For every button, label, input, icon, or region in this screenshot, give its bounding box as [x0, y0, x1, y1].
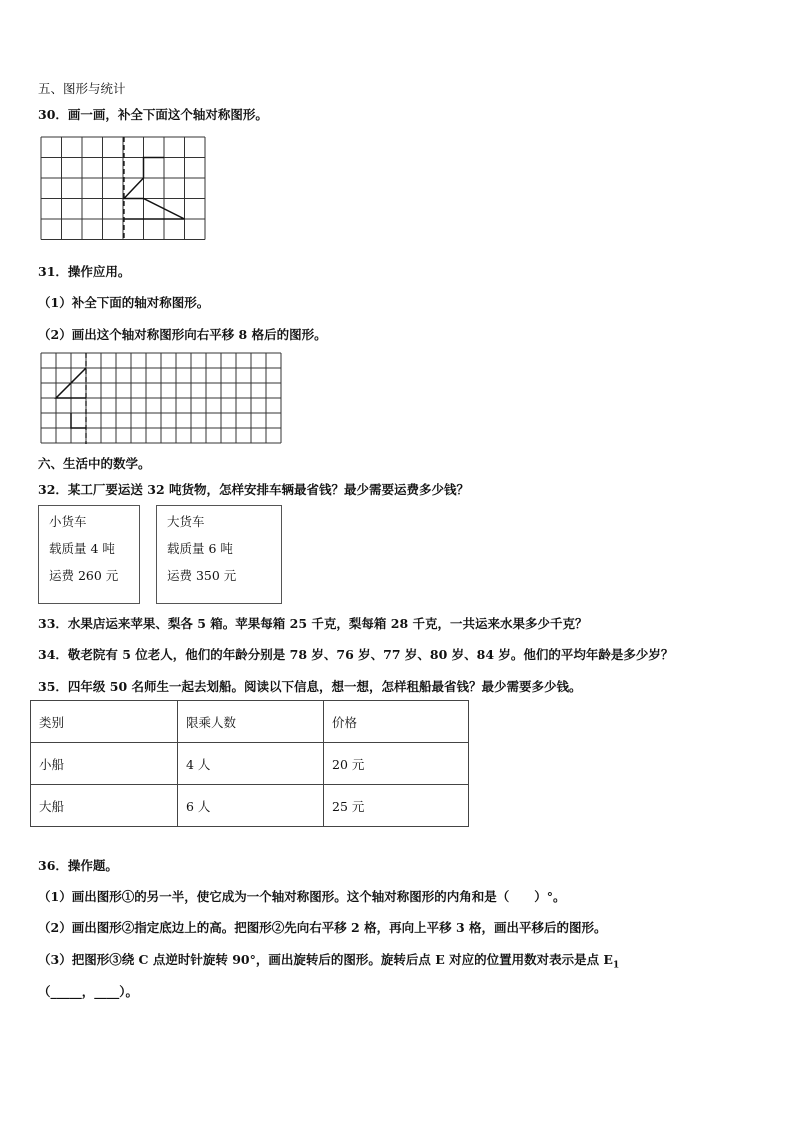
- q36-part3: [38, 950, 619, 971]
- table-cell: 4 人: [178, 743, 324, 785]
- q30-text: 30．画一画，补全下面这个轴对称图形。: [38, 107, 268, 122]
- q33-text: 33．水果店运来苹果、梨各 5 箱。苹果每箱 25 千克，梨每箱 28 千克，一共运来水果多少千克？: [38, 616, 588, 631]
- section-5-heading: 五、图形与统计: [38, 81, 126, 96]
- table-row: [31, 743, 469, 785]
- q31-part2: （2）画出这个轴对称图形向右平移 8 格后的图形。: [38, 327, 327, 342]
- q31-grid-figure: [40, 352, 285, 445]
- q31-title: 31．操作应用。: [38, 264, 131, 279]
- small-truck-cost: 运费 260 元: [49, 568, 119, 583]
- q36-title: 36．操作题。: [38, 858, 118, 873]
- table-cell: 大船: [31, 785, 178, 827]
- q36-part3-answer: （_____，____）。: [38, 984, 139, 999]
- large-truck-capacity: 载质量 6 吨: [167, 541, 233, 556]
- q31-part1: （1）补全下面的轴对称图形。: [38, 295, 210, 310]
- table-header-cell: 类别: [31, 701, 178, 743]
- q36-part2: （2）画出图形②指定底边上的高。把图形②先向右平移 2 格，再向上平移 3 格，画出平移后的图形。: [38, 920, 607, 935]
- small-truck-name: 小货车: [49, 514, 87, 529]
- table-header-row: [31, 701, 469, 743]
- small-truck-card: [38, 505, 140, 604]
- large-truck-card: [156, 505, 282, 604]
- section-6-heading: 六、生活中的数学。: [38, 456, 151, 471]
- table-cell: 25 元: [324, 785, 469, 827]
- large-truck-cost: 运费 350 元: [167, 568, 237, 583]
- q30-grid-figure: [40, 136, 208, 242]
- q34-text: 34．敬老院有 5 位老人，他们的年龄分别是 78 岁、76 岁、77 岁、80 岁、84 岁。他们的平均年龄是多少岁？: [38, 647, 674, 662]
- large-truck-name: 大货车: [167, 514, 205, 529]
- q36-part3-text: （3）把图形③绕 C 点逆时针旋转 90°，画出旋转后的图形。旋转后点 E 对应的位置用数对表示是点 E: [38, 952, 613, 967]
- table-cell: 小船: [31, 743, 178, 785]
- table-header-cell: 限乘人数: [178, 701, 324, 743]
- table-header-cell: 价格: [324, 701, 469, 743]
- table-cell: 6 人: [178, 785, 324, 827]
- q32-text: 32．某工厂要运送 32 吨货物，怎样安排车辆最省钱？最少需要运费多少钱？: [38, 482, 469, 497]
- q35-text: 35．四年级 50 名师生一起去划船。阅读以下信息，想一想，怎样租船最省钱？最少需要多少钱。: [38, 679, 582, 694]
- q36-part1: （1）画出图形①的另一半，使它成为一个轴对称图形。这个轴对称图形的内角和是（ ）°。: [38, 889, 566, 904]
- boat-rental-table: [30, 700, 469, 827]
- q36-part3-subscript: 1: [612, 960, 620, 971]
- small-truck-capacity: 载质量 4 吨: [49, 541, 115, 556]
- table-row: [31, 785, 469, 827]
- table-cell: 20 元: [324, 743, 469, 785]
